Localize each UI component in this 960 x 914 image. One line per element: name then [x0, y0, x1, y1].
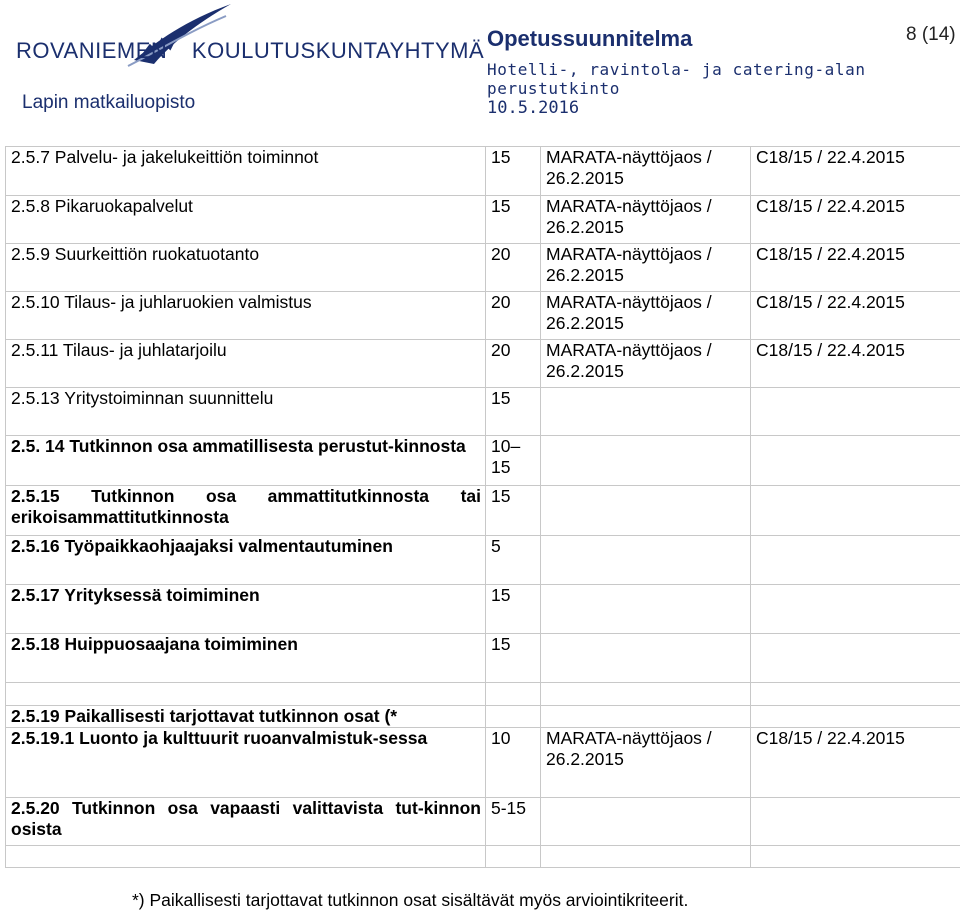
table-row [6, 388, 960, 436]
unit-approval: C18/15 / 22.4.2015 [751, 292, 960, 340]
unit-credits: 15 [486, 486, 541, 536]
unit-approval [751, 706, 960, 728]
unit-basis: MARATA-näyttöjaos / 26.2.2015 [541, 292, 751, 340]
unit-credits [486, 683, 541, 706]
page-number: 8 (14) [906, 24, 956, 45]
unit-name: 2.5.18 Huippuosaajana toimiminen [6, 634, 486, 683]
unit-approval [751, 585, 960, 634]
unit-basis: MARATA-näyttöjaos / 26.2.2015 [541, 728, 751, 798]
institution-name: Lapin matkailuopisto [22, 92, 196, 113]
organization-logo [8, 2, 485, 84]
footnote: *) Paikallisesti tarjottavat tutkinnon osat sisältävät myös arviointikriteerit. [132, 890, 689, 910]
unit-credits: 15 [486, 196, 541, 244]
unit-basis [541, 634, 751, 683]
unit-basis [541, 536, 751, 585]
unit-name: 2.5.17 Yrityksessä toimiminen [6, 585, 486, 634]
unit-basis: MARATA-näyttöjaos / 26.2.2015 [541, 147, 751, 196]
unit-credits: 15 [486, 388, 541, 436]
table-row [6, 292, 960, 340]
unit-basis [541, 436, 751, 486]
unit-credits: 5 [486, 536, 541, 585]
unit-basis [541, 388, 751, 436]
unit-name: 2.5. 14 Tutkinnon osa ammatillisesta perustut-kinnosta [6, 436, 486, 486]
table-row [6, 436, 960, 486]
unit-basis [541, 585, 751, 634]
unit-approval [751, 798, 960, 846]
unit-approval: C18/15 / 22.4.2015 [751, 147, 960, 196]
table-row [6, 585, 960, 634]
unit-name: 2.5.7 Palvelu- ja jakelukeittiön toiminnot [6, 147, 486, 196]
table-row [6, 244, 960, 292]
unit-credits: 15 [486, 147, 541, 196]
unit-credits: 20 [486, 292, 541, 340]
unit-approval [751, 436, 960, 486]
unit-approval: C18/15 / 22.4.2015 [751, 728, 960, 798]
table-row [6, 798, 960, 846]
table-row [6, 147, 960, 196]
unit-name: 2.5.16 Työpaikkaohjaajaksi valmentautuminen [6, 536, 486, 585]
unit-approval: C18/15 / 22.4.2015 [751, 244, 960, 292]
unit-name: 2.5.20 Tutkinnon osa vapaasti valittavista tut-kinnon osista [6, 798, 486, 846]
table-row [6, 706, 960, 728]
table-row [6, 196, 960, 244]
unit-name: 2.5.8 Pikaruokapalvelut [6, 196, 486, 244]
unit-approval [751, 846, 960, 868]
table-row [6, 683, 960, 706]
unit-basis [541, 486, 751, 536]
unit-name: 2.5.11 Tilaus- ja juhlatarjoilu [6, 340, 486, 388]
document-subtitle: Hotelli-, ravintola- ja catering-alan perustutkinto [487, 60, 866, 98]
table-row [6, 340, 960, 388]
unit-name: 2.5.13 Yritystoiminnan suunnittelu [6, 388, 486, 436]
qualification-units-table [5, 146, 960, 868]
unit-name: 2.5.9 Suurkeittiön ruokatuotanto [6, 244, 486, 292]
unit-basis [541, 846, 751, 868]
unit-name [6, 683, 486, 706]
unit-basis [541, 683, 751, 706]
unit-approval: C18/15 / 22.4.2015 [751, 196, 960, 244]
table-row [6, 728, 960, 798]
unit-approval [751, 486, 960, 536]
unit-credits: 15 [486, 634, 541, 683]
unit-name: 2.5.19 Paikallisesti tarjottavat tutkinnon osat (* [6, 706, 486, 728]
logo-text: ROVANIEMEN KOULUTUSKUNTAYHTYMÄ [16, 38, 485, 63]
unit-credits: 5-15 [486, 798, 541, 846]
unit-credits: 10 [486, 728, 541, 798]
unit-basis: MARATA-näyttöjaos / 26.2.2015 [541, 340, 751, 388]
table-row [6, 486, 960, 536]
unit-credits [486, 706, 541, 728]
unit-basis [541, 706, 751, 728]
unit-credits: 10–15 [486, 436, 541, 486]
unit-approval [751, 683, 960, 706]
unit-name: 2.5.19.1 Luonto ja kulttuurit ruoanvalmistuk-sessa [6, 728, 486, 798]
unit-approval [751, 388, 960, 436]
unit-name: 2.5.10 Tilaus- ja juhlaruokien valmistus [6, 292, 486, 340]
unit-name: 2.5.15 Tutkinnon osa ammattitutkinnosta tai erikoisammattitutkinnosta [6, 486, 486, 536]
unit-basis: MARATA-näyttöjaos / 26.2.2015 [541, 244, 751, 292]
unit-credits [486, 846, 541, 868]
table-row [6, 536, 960, 585]
document-title: Opetussuunnitelma [487, 26, 693, 51]
table-row [6, 634, 960, 683]
unit-name [6, 846, 486, 868]
unit-approval [751, 536, 960, 585]
unit-credits: 20 [486, 340, 541, 388]
unit-approval [751, 634, 960, 683]
document-date: 10.5.2016 [487, 98, 580, 118]
unit-basis [541, 798, 751, 846]
unit-credits: 15 [486, 585, 541, 634]
table-row [6, 846, 960, 868]
unit-basis: MARATA-näyttöjaos / 26.2.2015 [541, 196, 751, 244]
unit-approval: C18/15 / 22.4.2015 [751, 340, 960, 388]
unit-credits: 20 [486, 244, 541, 292]
